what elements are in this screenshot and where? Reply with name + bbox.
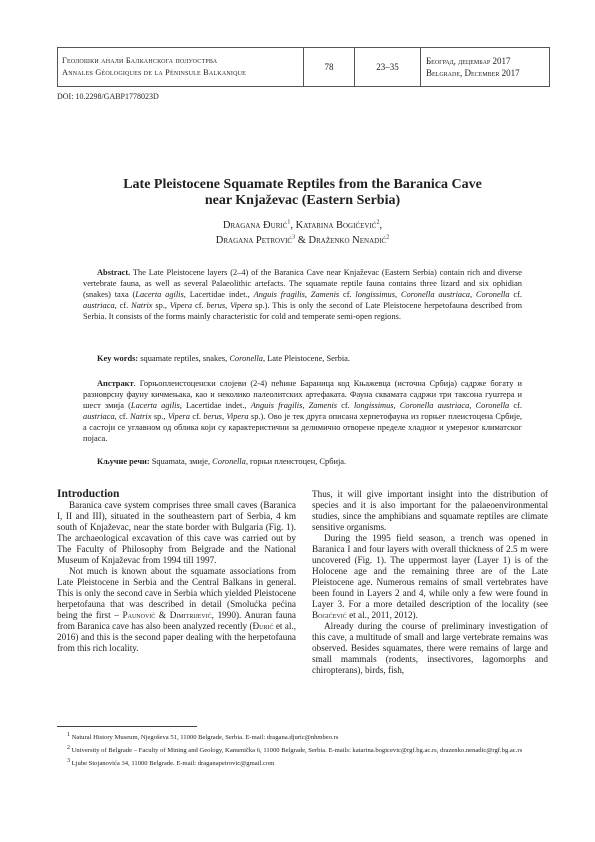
paper-title (57, 177, 548, 209)
taxon-name: berus (203, 412, 222, 421)
journal-name-serbian: Геолошки анали Балканскога полуострва (62, 56, 218, 65)
footnote-text: Natural History Museum, Njegoševa 51, 11000 Belgrade, Serbia. E-mail: dragana.djuric@nhmbeo.rs (71, 734, 339, 741)
doi: DOI: 10.2298/GABP1778023D (57, 92, 159, 101)
affiliation-marker: 2 (376, 219, 380, 226)
section-heading-introduction: Introduction (57, 488, 120, 500)
keywords-text: горњи плеистоцен, Србија. (247, 457, 347, 466)
taxon-name: Coronella (229, 354, 263, 363)
abstract-text: cf. (509, 290, 522, 299)
body-text: , 1990). Anuran fauna from Baranica cave has also been analyzed recently ( (57, 610, 296, 631)
journal-name (58, 48, 304, 86)
abstract-english (83, 267, 522, 322)
body-text: et al., 2011, 2012). (346, 610, 418, 620)
affiliation-marker: 2 (386, 234, 390, 241)
abstract-label: Abstract. (97, 268, 131, 277)
publication-place-serbian: Београд, децембар 2017 (426, 56, 511, 66)
author-name: Katarina Bogićević (295, 220, 377, 231)
abstract-text: , (225, 301, 231, 310)
citation-author: Paunović (122, 610, 156, 620)
affiliation-marker: 1 (287, 219, 291, 226)
author-list (57, 218, 548, 248)
abstract-text: cf. (337, 401, 354, 410)
abstract-text: , cf. (114, 301, 132, 310)
keywords-serbian (83, 456, 522, 467)
abstract-text: , Lacertidae indet., (183, 290, 254, 299)
author-separator: , (379, 220, 383, 231)
journal-header (57, 47, 550, 87)
footnotes (57, 733, 548, 772)
keywords-label: Кључне речи: (97, 457, 150, 466)
body-text: et al., 2016) and this is the second paper dealing with the herpetofauna from this rich locality. (57, 621, 296, 653)
abstract-text: cf. (192, 301, 207, 310)
taxon-name: Lacerta agilis (135, 290, 184, 299)
abstract-paragraph (83, 267, 522, 322)
author-line-2 (57, 233, 548, 248)
abstract-text: cf. (339, 290, 356, 299)
publication-place-english: Belgrade, December 2017 (426, 68, 520, 78)
keywords-text: Squamata, змије, (149, 457, 213, 466)
taxon-name: Vipera (169, 301, 193, 310)
abstract-text: sp., (152, 301, 170, 310)
abstract-text: sp., (151, 412, 168, 421)
footnote-marker: 3 (67, 757, 70, 764)
abstract-text: The Late Pleistocene layers (2–4) of the Baranica Cave near Knjaževac (Eastern Serbia) contain rich and diverse vertebrate fauna, as well as several Palaeolithic artefacts. The squamate reptile fauna contains three lizard and six ophidian (snakes) taxa ( (83, 268, 522, 299)
body-paragraph (57, 566, 296, 654)
keywords-text: , Late Pleistocene, Serbia. (263, 354, 350, 363)
taxon-name: Natrix (131, 301, 153, 310)
author-name: Dragana Đurić (222, 220, 288, 231)
taxon-name: Natrix (130, 412, 152, 421)
body-paragraph (312, 533, 548, 621)
body-paragraph-continued: Thus, it will give important insight into the distribution of species and it is also important for the palaeoenvironmental studies, since the amphibians and squamate reptiles are climate sensitive organisms. (312, 489, 548, 532)
citation-author: Đurić (252, 621, 274, 631)
abstract-paragraph (83, 378, 522, 444)
abstract-text: , (221, 412, 227, 421)
keywords-english (83, 353, 522, 364)
author-name: Dragana Petrović (215, 235, 293, 246)
body-text: & (155, 610, 170, 620)
abstract-text: . Горњоплеистоценски слојеви (2-4) пећине Бараница код Књажевца (источна Србија) садрже богату и разноврсну фауну кичмењака, као и неколико палеолитских артефаката. Фауна сквамата садржи три таксона гуштера и шест змија ( (83, 379, 522, 410)
taxon-name: Vipera (167, 412, 190, 421)
taxon-name: longissimus, Coronella austriaca, Coronella (353, 401, 510, 410)
footnote-text: University of Belgrade – Faculty of Mining and Geology, Kamenička 6, 11000 Belgrade, Serbia. E-mails: katarina.bogicevic@rgf.bg.ac.rs, drazenko.nenadic@rgf.bg.ac.rs (71, 747, 523, 754)
abstract-text: , Lacertidae indet., (179, 401, 251, 410)
body-paragraph: Baranica cave system comprises three small caves (Baranica I, II and III), situated in the southeastern part of Serbia, 4 km south of Knjaževac, near the state border with Bulgaria (Fig. 1). The archaeological excavation of this cave was carried out by The Faculty of Philosophy from Belgrade and the National Museum of Knjaževac from 1994 till 1997. (57, 500, 296, 565)
footnote-1 (57, 733, 548, 743)
keywords-paragraph (83, 456, 522, 467)
footnote-3 (57, 759, 548, 769)
keywords-paragraph (83, 353, 522, 364)
abstract-text: sp.). Ово је тек друга описана херпетофауна из горњег плеистоцена Србије, а састоји се углавном од облика који су карактеристични за делимично отворене пределе хладног и умереног климатског појаса. (83, 412, 523, 443)
author-line-1 (57, 218, 548, 233)
taxon-name: austriaca (83, 301, 115, 310)
page-number: 78 (304, 48, 355, 86)
body-text: During the 1995 field season, a trench was opened in Baranica I and four layers with overall thickness of 2.5 m were uncovered (Fig. 1). The uppermost layer (Layer 1) is of the Holocene age and the remaining three are of the Late Pleistocene age. Numerous remains of small vertebrates have been found in Layers 2 and 4, while only a few were found in Layer 3. For a more detailed description of the locality (see (312, 533, 548, 609)
abstract-text: cf. (190, 412, 204, 421)
body-column-right (312, 489, 548, 676)
publication-place-date (421, 48, 549, 86)
taxon-name: Lacerta agilis (130, 401, 180, 410)
citation-author: Dimitrijević (169, 610, 212, 620)
body-text: Not much is known about the squamate associations from Late Pleistocene in Serbia and the Central Balkans in general. This is only the second cave in Serbia which yielded Pleistocene herpetofauna that was described in detail (Smolućka pećina being the first – (57, 566, 296, 620)
body-column-left (57, 489, 296, 654)
abstract-text: sp.). This is only the second of Late Pleistocene herpetofauna described from Serbia. It consists of the forms mainly characteristic for cold and temperate semi-open regions. (83, 301, 523, 321)
affiliation-marker: 3 (292, 234, 296, 241)
author-separator: & (295, 235, 309, 246)
author-separator: , (290, 220, 296, 231)
taxon-name: berus (206, 301, 226, 310)
footnote-marker: 2 (67, 744, 70, 751)
footnote-text: Ljube Stojanovića 34, 11000 Belgrade. E-mail: draganapetrovic@gmail.com (71, 760, 275, 767)
keywords-label: Key words: (97, 354, 139, 363)
footnote-divider (57, 726, 197, 727)
citation-author: Bogićević (312, 610, 347, 620)
taxon-name: austriaca (83, 412, 115, 421)
keywords-text: squamate reptiles, snakes, (138, 354, 230, 363)
taxon-name: Anguis fragilis, Zamenis (253, 290, 340, 299)
page-range: 23–35 (355, 48, 421, 86)
taxon-name: Vipera (230, 301, 253, 310)
title-line-1: Late Pleistocene Squamate Reptiles from the Baranica Cave (123, 177, 482, 192)
taxon-name: Coronella, (212, 457, 248, 466)
taxon-name: Anguis fragilis, Zamenis (250, 401, 337, 410)
taxon-name: longissimus, Coronella austriaca, Coronella (355, 290, 510, 299)
abstract-text: , cf. (114, 412, 131, 421)
taxon-name: Vipera (226, 412, 249, 421)
title-line-2: near Knjaževac (Eastern Serbia) (204, 193, 401, 208)
abstract-label: Апстракт (97, 379, 134, 388)
abstract-serbian (83, 378, 522, 444)
body-paragraph: Already during the course of preliminary investigation of this cave, a multitude of small and large vertebrate remains was observed. Besides squamates, there were remains of large and small mammals (rodents, insectivores, lagomorphs and chiropterans), birds, fish, (312, 621, 548, 675)
abstract-text: cf. (509, 401, 522, 410)
journal-name-french: Annales Géologiques de la Péninsule Balkanique (62, 68, 247, 77)
footnote-2 (57, 746, 548, 756)
footnote-marker: 1 (67, 731, 70, 738)
author-name: Draženko Nenadić (308, 235, 387, 246)
